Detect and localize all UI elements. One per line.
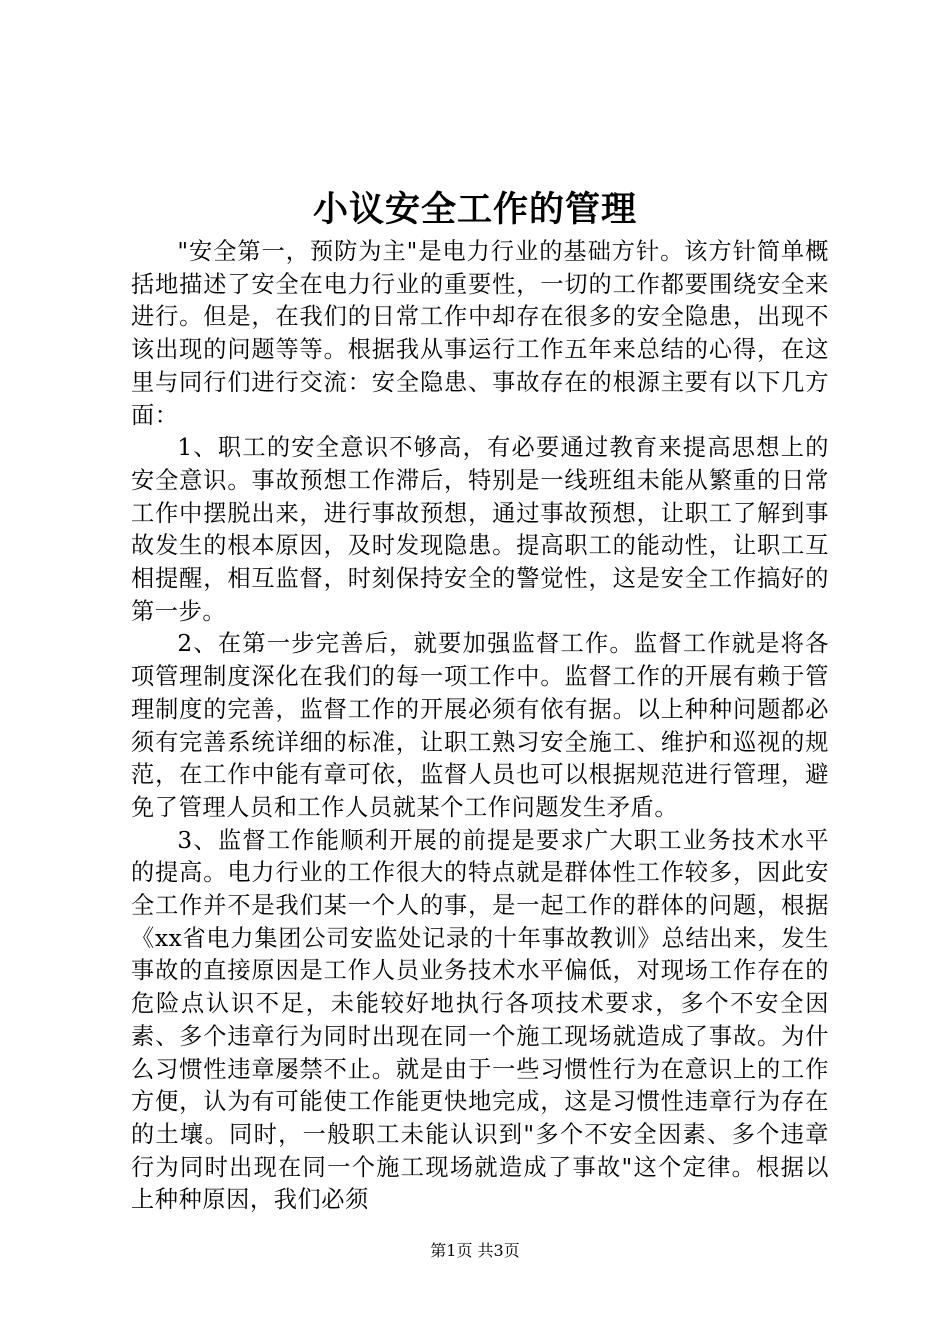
document-title: 小议安全工作的管理 [312,189,637,230]
page-footer: 第1页 共3页 [430,1241,520,1260]
paragraph-point-1: 1、职工的安全意识不够高，有必要通过教育来提高思想上的安全意识。事故预想工作滞后，特别是一线班组未能从繁重的日常工作中摆脱出来，进行事故预想，通过事故预想，让职工了解到事故发生的根本原因，及时发现隐患。提高职工的能动性，让职工互相提醒，相互监督，时刻保持安全的警觉性，这是安全工作搞好的第一步。 [131,434,829,625]
document-body [131,236,829,1217]
paragraph-intro: "安全第一，预防为主"是电力行业的基础方针。该方针简单概括地描述了安全在电力行业的重要性，一切的工作都要围绕安全来进行。但是，在我们的日常工作中却存在很多的安全隐患，出现不该出现的问题等等。根据我从事运行工作五年来总结的心得，在这里与同行们进行交流：安全隐患、事故存在的根源主要有以下几方面： [131,238,829,429]
paragraph-point-2: 2、在第一步完善后，就要加强监督工作。监督工作就是将各项管理制度深化在我们的每一项工作中。监督工作的开展有赖于管理制度的完善，监督工作的开展必须有依有据。以上种种问题都必须有完善系统详细的标准，让职工熟习安全施工、维护和巡视的规范，在工作中能有章可依，监督人员也可以根据规范进行管理，避免了管理人员和工作人员就某个工作问题发生矛盾。 [131,630,829,821]
paragraph-point-3: 3、监督工作能顺利开展的前提是要求广大职工业务技术水平的提高。电力行业的工作很大的特点就是群体性工作较多，因此安全工作并不是我们某一个人的事，是一起工作的群体的问题，根据《xx省电力集团公司安监处记录的十年事故教训》总结出来，发生事故的直接原因是工作人员业务技术水平偏低，对现场工作存在的危险点认识不足，未能较好地执行各项技术要求，多个不安全因素、多个违章行为同时出现在同一个施工现场就造成了事故。为什么习惯性违章屡禁不止。就是由于一些习惯性行为在意识上的工作方便，认为有可能使工作能更快地完成，这是习惯性违章行为存在的土壤。同时，一般职工未能认识到"多个不安全因素、多个违章行为同时出现在同一个施工现场就造成了事故"这个定律。根据以上种种原因，我们必须 [131,826,829,1214]
